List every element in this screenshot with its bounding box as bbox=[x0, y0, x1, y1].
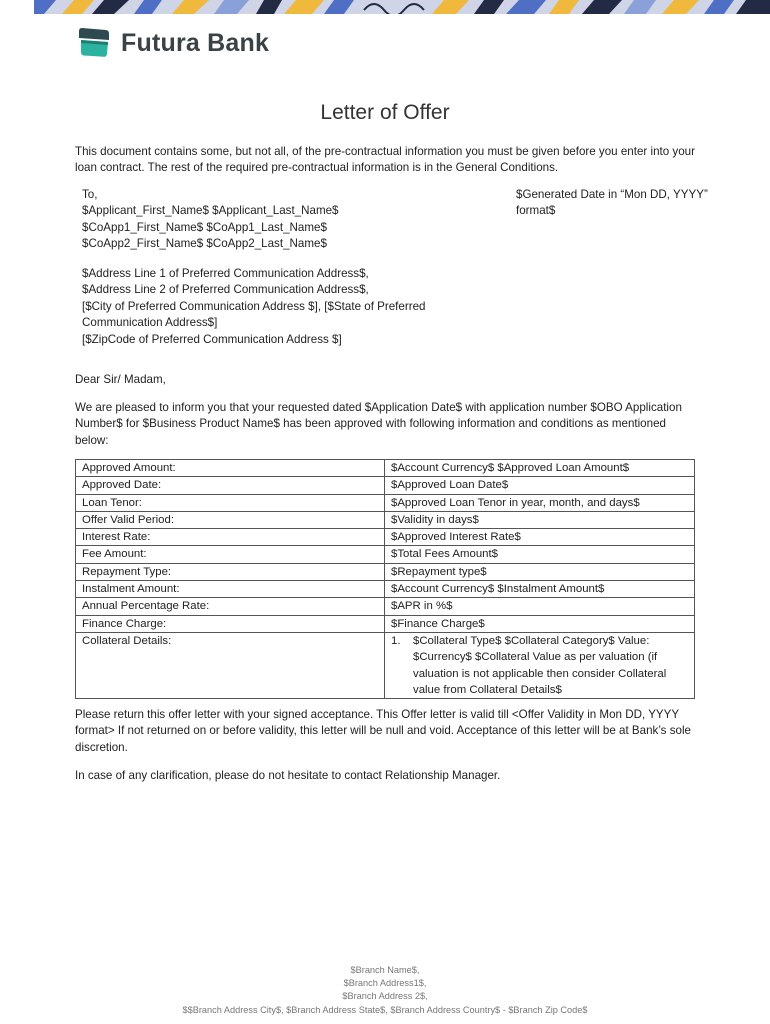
address-line: [$ZipCode of Preferred Communication Address $] bbox=[82, 332, 342, 346]
addressee-line: $CoApp1_First_Name$ $CoApp1_Last_Name$ bbox=[82, 220, 327, 234]
row-label: Collateral Details: bbox=[76, 632, 385, 698]
row-value: $Total Fees Amount$ bbox=[385, 546, 695, 563]
footer-line: $Branch Name$, bbox=[350, 965, 420, 975]
row-value: $Approved Interest Rate$ bbox=[385, 529, 695, 546]
address-line: $Address Line 1 of Preferred Communication Address$, bbox=[82, 267, 369, 280]
branch-footer bbox=[0, 964, 770, 1017]
address-line: $Address Line 2 of Preferred Communication Address$, bbox=[82, 283, 369, 297]
row-value: $Approved Loan Date$ bbox=[385, 477, 695, 494]
row-label: Offer Valid Period: bbox=[76, 511, 385, 528]
row-value bbox=[385, 632, 695, 698]
addressee-line: To, bbox=[82, 188, 98, 201]
footer-line: $Branch Address1$, bbox=[343, 978, 427, 989]
row-value: $APR in %$ bbox=[385, 598, 695, 615]
row-value: $Repayment type$ bbox=[385, 563, 695, 580]
footer-line: $$Branch Address City$, $Branch Address State$, $Branch Address Country$ - $Branch Zip Code$ bbox=[182, 1004, 588, 1015]
row-label: Loan Tenor: bbox=[76, 494, 385, 511]
letter-title: Letter of Offer bbox=[320, 101, 450, 124]
bank-brand bbox=[77, 27, 269, 59]
collateral-text: $Collateral Type$ $Collateral Category$ Value: $Currency$ $Collateral Value as per valuation (if valuation is not applicable then consider Collateral value from Collateral Details$ bbox=[413, 634, 667, 696]
row-value: $Account Currency$ $Approved Loan Amount$ bbox=[385, 460, 695, 477]
row-label: Instalment Amount: bbox=[76, 581, 385, 598]
table-row bbox=[76, 460, 695, 477]
address-block bbox=[82, 266, 462, 348]
contact-paragraph: In case of any clarification, please do not hesitate to contact Relationship Manager. bbox=[75, 769, 501, 782]
generated-date: $Generated Date in “Mon DD, YYYY” format$ bbox=[516, 188, 708, 218]
row-value: $Approved Loan Tenor in year, month, and days$ bbox=[385, 494, 695, 511]
row-label: Interest Rate: bbox=[76, 529, 385, 546]
row-label: Repayment Type: bbox=[76, 563, 385, 580]
table-row bbox=[76, 563, 695, 580]
addressee-line: $Applicant_First_Name$ $Applicant_Last_Name$ bbox=[82, 204, 339, 218]
intro-paragraph: This document contains some, but not all, of the pre-contractual information you must be given before you enter into your loan contract. The rest of the required pre-contractual information is in the General Conditions. bbox=[75, 145, 695, 175]
row-label: Approved Amount: bbox=[76, 460, 385, 477]
decorative-banner bbox=[34, 0, 770, 14]
bank-name: Futura Bank bbox=[121, 28, 270, 57]
address-line: [$City of Preferred Communication Address $], [$State of Preferred Communication Address$] bbox=[82, 299, 426, 330]
row-value: $Finance Charge$ bbox=[385, 615, 695, 632]
table-row bbox=[76, 546, 695, 563]
table-row bbox=[76, 581, 695, 598]
table-row bbox=[76, 494, 695, 511]
approval-paragraph: We are pleased to inform you that your requested dated $Application Date$ with application number $OBO Application Number$ for $Business Product Name$ has been approved with following information and conditions as mentioned below: bbox=[75, 401, 682, 447]
return-paragraph: Please return this offer letter with your signed acceptance. This Offer letter is valid till <Offer Validity in Mon DD, YYYY format> If not returned on or before validity, this letter will be null and void. Acceptance of this letter will be at Bank’s sole discretion. bbox=[75, 708, 691, 754]
row-label: Fee Amount: bbox=[76, 546, 385, 563]
table-row bbox=[76, 477, 695, 494]
row-label: Approved Date: bbox=[76, 477, 385, 494]
futura-bank-logo-icon bbox=[77, 27, 111, 59]
table-row bbox=[76, 529, 695, 546]
row-value: $Validity in days$ bbox=[385, 511, 695, 528]
table-row bbox=[76, 598, 695, 615]
addressee-line: $CoApp2_First_Name$ $CoApp2_Last_Name$ bbox=[82, 237, 327, 251]
offer-details-table bbox=[75, 459, 695, 699]
row-value: $Account Currency$ $Instalment Amount$ bbox=[385, 581, 695, 598]
table-row bbox=[76, 632, 695, 698]
footer-line: $Branch Address 2$, bbox=[342, 991, 428, 1002]
table-row bbox=[76, 615, 695, 632]
salutation: Dear Sir/ Madam, bbox=[75, 373, 166, 386]
addressee-block bbox=[82, 187, 412, 253]
row-label: Annual Percentage Rate: bbox=[76, 598, 385, 615]
collateral-number: 1. bbox=[391, 634, 401, 647]
row-label: Finance Charge: bbox=[76, 615, 385, 632]
table-row bbox=[76, 511, 695, 528]
